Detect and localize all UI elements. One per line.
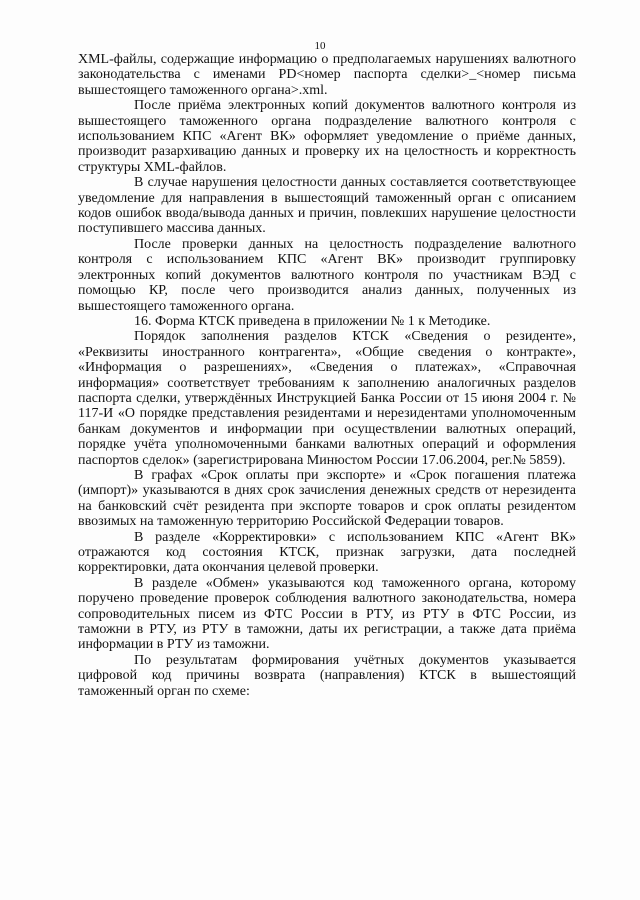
paragraph-filling-order: Порядок заполнения разделов КТСК «Сведения о резиденте», «Реквизиты иностранного контрагента», «Общие сведения о контракте», «Информация о разрешениях», «Сведения о платежах», «Справочная информация» соответствует требованиям к заполнению аналогичных разделов паспорта сделки, утверждённых Инструкцией Банка России от 15 июня 2004 г. № 117-И «О порядке представления резидентами и нерезидентами уполномоченным банкам документов и информации при осуществлении валютных операций, порядке учёта уполномоченными банками валютных операций и оформления паспортов сделок» (зарегистрирована Минюстом России 17.06.2004, рег.№ 5859). (78, 329, 576, 468)
paragraph-integrity-violation: В случае нарушения целостности данных составляется соответствующее уведомление для направления в вышестоящий таможенный орган с описанием кодов ошибок ввода/вывода данных и причин, повлекших нарушение целостности поступившего массива данных. (78, 175, 576, 237)
paragraph-receipt: После приёма электронных копий документов валютного контроля из вышестоящего таможенного органа подразделение валютного контроля с использованием КПС «Агент ВК» оформляет уведомление о приёме данных, производит разархивацию данных и проверку их на целостность и корректность структуры XML-файлов. (78, 98, 576, 175)
paragraph-exchange: В разделе «Обмен» указываются код таможенного органа, которому поручено проведение проверок соблюдения валютного законодательства, номера сопроводительных писем из ФТС России в РТУ, из РТУ в ФТС России, из таможни в РТУ, из РТУ в таможни, даты их регистрации, а также дата приёма информации в РТУ из таможни. (78, 575, 576, 653)
paragraph-payment-terms: В графах «Срок оплаты при экспорте» и «Срок погашения платежа (импорт)» указываются в днях срок зачисления денежных средств от нерезидента на банковский счёт резидента при экспорте товаров и срок оплаты резидентом ввозимых на таможенную территорию Российской Федерации товаров. (78, 467, 576, 530)
page-number: 10 (314, 40, 326, 52)
paragraph-xml-files: XML-файлы, содержащие информацию о предполагаемых нарушениях валютного законодательства с именами PD<номер паспорта сделки>_<номер письма вышестоящего таможенного органа>.xml. (78, 52, 576, 98)
paragraph-return-code: По результатам формирования учётных документов указывается цифровой код причины возврата (направления) КТСК в вышестоящий таможенный орган по схеме: (78, 652, 576, 699)
document-body (78, 52, 576, 699)
paragraph-form-ktsk: 16. Форма КТСК приведена в приложении № 1 к Методике. (134, 313, 491, 329)
paragraph-corrections: В разделе «Корректировки» с использованием КПС «Агент ВК» отражаются код состояния КТСК, признак загрузки, дата последней корректировки, дата окончания целевой проверки. (78, 529, 576, 576)
paragraph-grouping: После проверки данных на целостность подразделение валютного контроля с использованием КПС «Агент ВК» производит группировку электронных копий документов валютного контроля по участникам ВЭД с помощью КР, после чего производится анализ данных, полученных из вышестоящего таможенного органа. (78, 236, 576, 314)
